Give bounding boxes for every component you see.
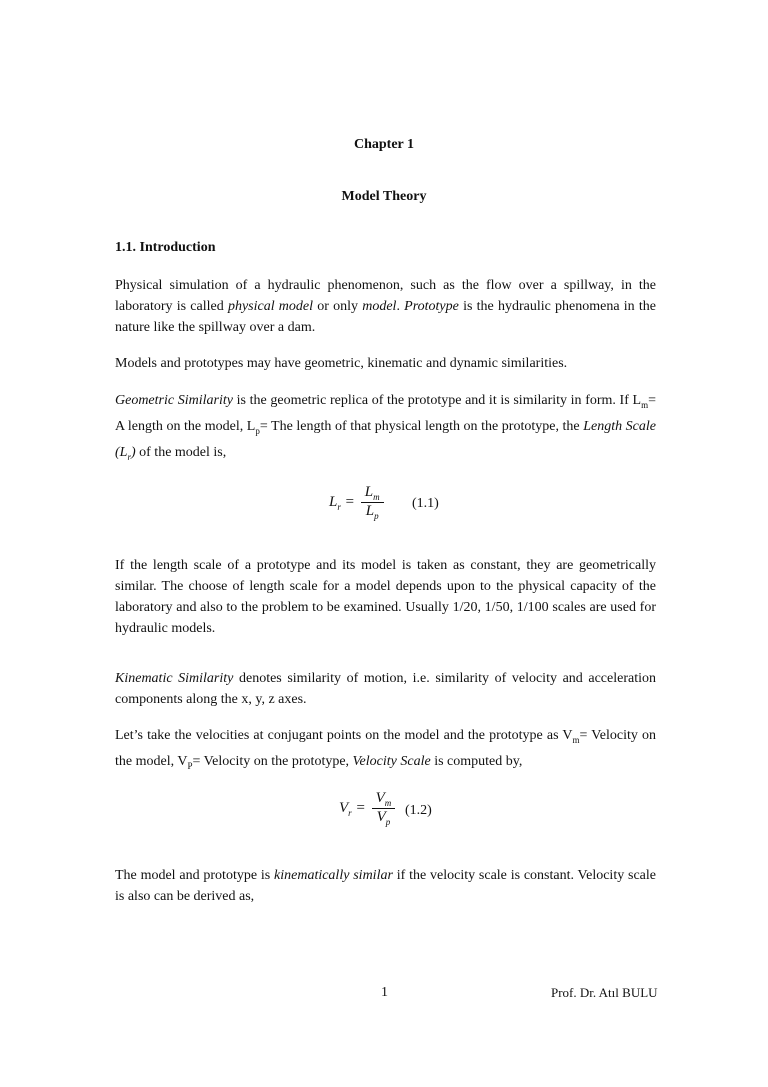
paragraph xyxy=(115,725,656,777)
text-segment: p xyxy=(255,425,260,436)
text-segment: is the geometric replica of the prototype and it is similarity in form. If L xyxy=(232,393,642,408)
text-segment: m xyxy=(572,734,580,745)
text-segment: Let’s take the velocities at conjugant points on the model and the prototype as V xyxy=(115,728,573,743)
equation-1-2: $V_r$ = $\frac{V_m}{V_p}$ xyxy=(339,790,395,827)
text-segment: Models and prototypes may have geometric, kinematic and dynamic similarities. xyxy=(115,356,568,371)
paragraph xyxy=(115,555,656,639)
page-number: 1 xyxy=(381,985,388,1000)
chapter-title: Model Theory xyxy=(341,189,427,204)
text-segment: or only xyxy=(313,299,363,314)
text-segment: physical model xyxy=(227,299,314,314)
text-segment: if the velocity scale is constant. Velocity scale is also can be derived as, xyxy=(115,868,657,904)
text-segment: = The length of that physical length on the prototype, the xyxy=(259,418,584,434)
footer-author: Prof. Dr. Atıl BULU xyxy=(551,985,658,1000)
text-segment: The model and prototype is xyxy=(115,868,275,883)
text-segment: is computed by, xyxy=(430,753,523,769)
text-segment: is the hydraulic phenomena in the nature like the spillway over a dam. xyxy=(115,299,656,335)
text-segment: If the length scale of a prototype and its model is taken as constant, they are geometrically similar. The choose of length scale for a model depends upon to the physical capacity of the laboratory and also to the problem to be examined. Usually 1/20, 1/50, 1/100 scales are used for hydraulic models. xyxy=(115,558,656,636)
chapter-heading: Chapter 1 xyxy=(353,137,415,152)
paragraph xyxy=(115,865,656,907)
equation-number: (1.2) xyxy=(405,803,432,818)
text-segment: denotes similarity of motion, i.e. similarity of velocity and acceleration components along the x, y, z axes. xyxy=(115,671,656,707)
text-segment: P xyxy=(187,760,193,771)
text-segment: . xyxy=(396,299,405,314)
text-segment: Velocity Scale xyxy=(352,753,431,769)
text-segment: Kinematic Similarity xyxy=(115,671,234,686)
text-segment: of the model is, xyxy=(135,444,227,460)
section-heading: 1.1. Introduction xyxy=(115,240,216,255)
text-segment: = Velocity on the prototype, xyxy=(192,753,353,769)
equation-1-1: $L_r$ = $\frac{L_m}{L_p}$ xyxy=(329,484,384,521)
text-segment: Physical simulation of a hydraulic phenomenon, such as the flow over a spillway, in the laboratory is called xyxy=(115,278,656,314)
text-segment: ) xyxy=(130,444,136,460)
equation-number: (1.1) xyxy=(412,496,439,511)
text-segment: r xyxy=(127,451,131,462)
paragraph xyxy=(115,275,656,338)
text-segment: m xyxy=(641,399,649,410)
text-segment: model xyxy=(362,299,397,314)
paragraph xyxy=(115,668,656,710)
text-segment: Length Scale (L xyxy=(115,418,656,460)
text-segment: = Velocity on the model, V xyxy=(115,728,656,769)
text-segment: = A length on the model, L xyxy=(115,393,657,434)
paragraph xyxy=(115,353,656,374)
text-segment: kinematically similar xyxy=(274,868,393,883)
text-segment: Geometric Similarity xyxy=(115,393,233,408)
text-segment: Prototype xyxy=(404,299,459,314)
paragraph xyxy=(115,390,656,467)
